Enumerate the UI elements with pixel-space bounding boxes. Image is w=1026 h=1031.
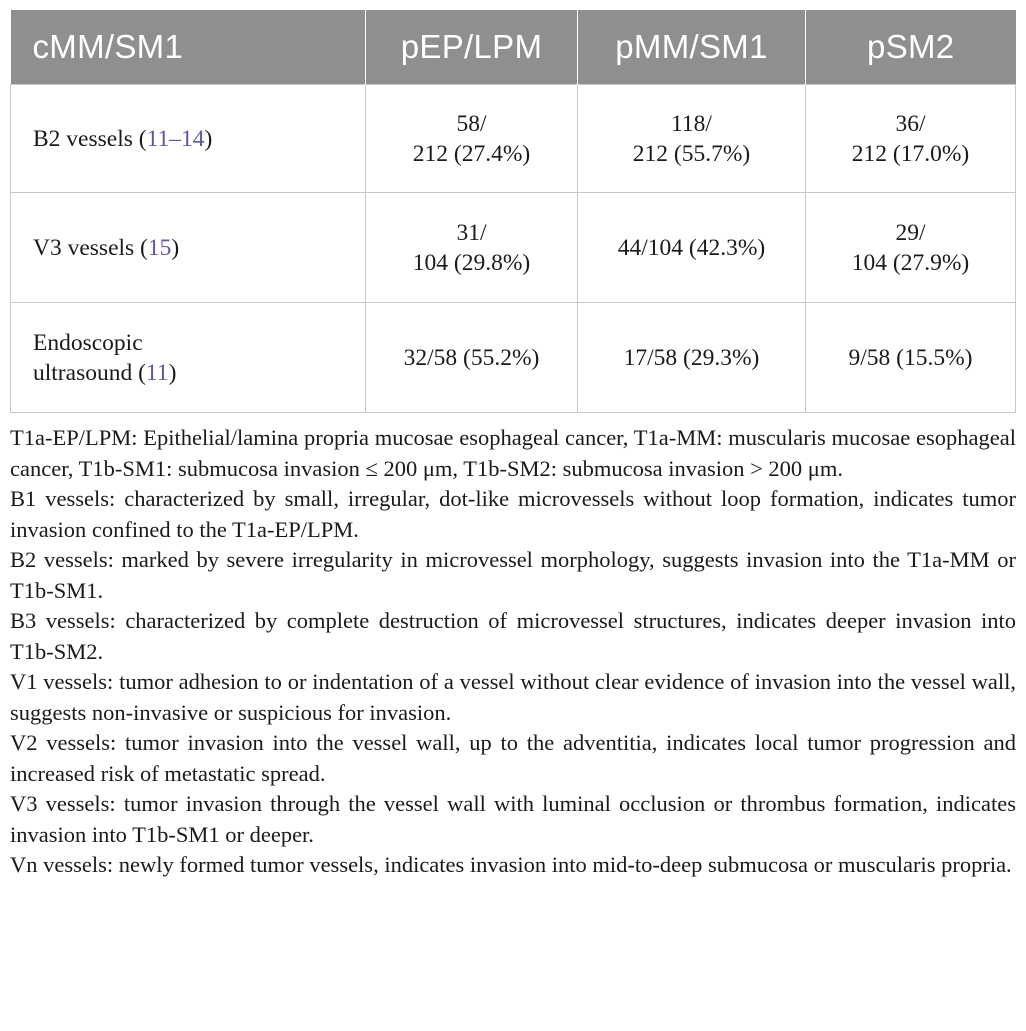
cell-line: 9/58 (15.5%) bbox=[848, 344, 973, 371]
table-header-row bbox=[11, 10, 1016, 85]
cell-line: 212 (55.7%) bbox=[632, 140, 751, 167]
footnote: V1 vessels: tumor adhesion to or indentation of a vessel without clear evidence of invasion into the vessel wall, suggests non-invasive or suspicious for invasion. bbox=[10, 669, 1016, 725]
table-cell bbox=[366, 193, 578, 303]
row-label-text: V3 vessels ( bbox=[33, 234, 148, 261]
cell-line: 58/ bbox=[456, 110, 487, 137]
table-row bbox=[11, 85, 1016, 193]
table-cell bbox=[806, 85, 1016, 193]
row-label-line: Endoscopic bbox=[33, 329, 143, 356]
cell-line: 17/58 (29.3%) bbox=[623, 344, 760, 371]
cell-line: 32/58 (55.2%) bbox=[403, 344, 540, 371]
column-header: pEP/LPM bbox=[366, 10, 578, 85]
footnote: Vn vessels: newly formed tumor vessels, indicates invasion into mid-to-deep submucosa or muscularis propria. bbox=[10, 852, 1012, 877]
footnote: B3 vessels: characterized by complete destruction of microvessel structures, indicates deeper invasion into T1b-SM2. bbox=[10, 608, 1016, 664]
row-label-text: ultrasound ( bbox=[33, 359, 146, 386]
cell-line: 31/ bbox=[456, 219, 487, 246]
footnote: B2 vessels: marked by severe irregularity in microvessel morphology, suggests invasion into the T1a-MM or T1b-SM1. bbox=[10, 547, 1016, 603]
cell-line: 104 (27.9%) bbox=[851, 249, 970, 276]
cell-line: 104 (29.8%) bbox=[412, 249, 531, 276]
row-label-close: ) bbox=[168, 359, 177, 386]
row-label-close: ) bbox=[204, 125, 213, 152]
cell-line: 36/ bbox=[895, 110, 926, 137]
column-header: pMM/SM1 bbox=[578, 10, 806, 85]
cell-line: 212 (17.0%) bbox=[851, 140, 970, 167]
table-cell bbox=[366, 85, 578, 193]
table-cell bbox=[578, 85, 806, 193]
footnote: V3 vessels: tumor invasion through the vessel wall with luminal occlusion or thrombus formation, indicates invasion into T1b-SM1 or deeper. bbox=[10, 791, 1016, 847]
results-table bbox=[10, 10, 1016, 413]
table-row bbox=[11, 193, 1016, 303]
column-header: cMM/SM1 bbox=[11, 10, 366, 85]
row-label bbox=[11, 303, 366, 413]
cell-line: 29/ bbox=[895, 219, 926, 246]
table-cell bbox=[578, 303, 806, 413]
table-cell bbox=[806, 303, 1016, 413]
row-label bbox=[11, 193, 366, 303]
cell-line: 118/ bbox=[671, 110, 712, 137]
table-cell bbox=[366, 303, 578, 413]
footnote: B1 vessels: characterized by small, irregular, dot-like microvessels without loop formation, indicates tumor invasion confined to the T1a-EP/LPM. bbox=[10, 486, 1016, 542]
row-label-close: ) bbox=[171, 234, 180, 261]
column-header: pSM2 bbox=[806, 10, 1016, 85]
table-row bbox=[11, 303, 1016, 413]
footnote: T1a-EP/LPM: Epithelial/lamina propria mucosae esophageal cancer, T1a-MM: muscularis mucosae esophageal cancer, T1b-SM1: submucosa invasion ≤ 200 μm, T1b-SM2: submucosa invasion > 200 μm. bbox=[10, 425, 1016, 481]
reference-link[interactable]: 15 bbox=[147, 234, 172, 261]
cell-line: 44/104 (42.3%) bbox=[617, 234, 766, 261]
table-footnotes bbox=[10, 423, 1016, 881]
reference-link[interactable]: 11–14 bbox=[146, 125, 205, 152]
row-label bbox=[11, 85, 366, 193]
reference-link[interactable]: 11 bbox=[145, 359, 169, 386]
table-cell bbox=[806, 193, 1016, 303]
row-label-text: B2 vessels ( bbox=[33, 125, 147, 152]
table-cell bbox=[578, 193, 806, 303]
footnote: V2 vessels: tumor invasion into the vessel wall, up to the adventitia, indicates local tumor progression and increased risk of metastatic spread. bbox=[10, 730, 1016, 786]
cell-line: 212 (27.4%) bbox=[412, 140, 531, 167]
